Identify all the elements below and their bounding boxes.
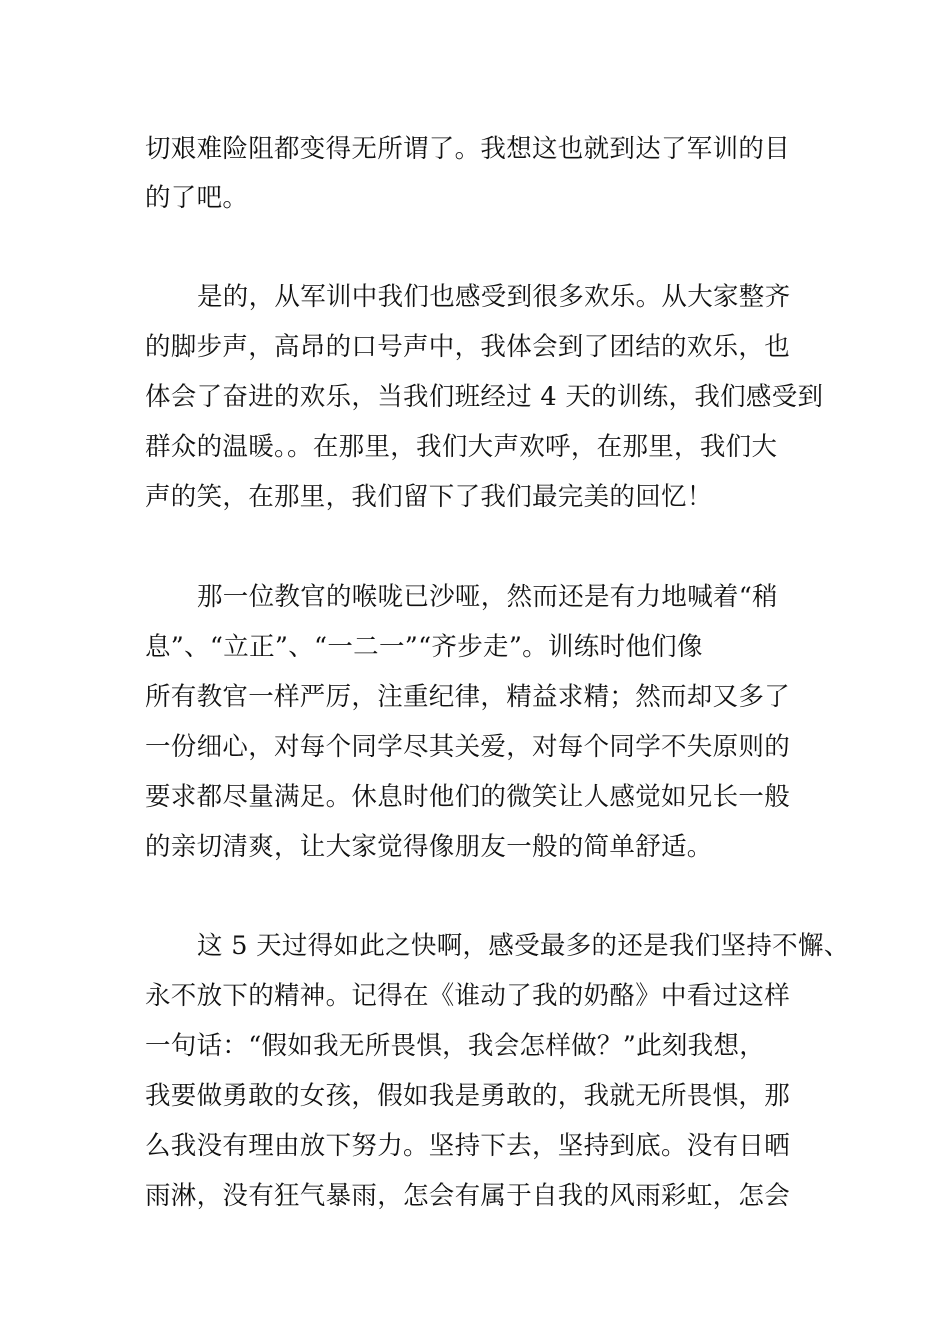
text-line: 所有教官一样严厉，注重纪律，精益求精；然而却又多了 xyxy=(145,682,791,712)
text-line: 体会了奋进的欢乐，当我们班经过 4 天的训练，我们感受到 xyxy=(145,382,824,412)
text-line: 么我没有理由放下努力。坚持下去，坚持到底。没有日晒 xyxy=(145,1131,791,1161)
text-line: 那一位教官的喉咙已沙哑，然而还是有力地喊着“稍 xyxy=(197,582,778,612)
text-line: 永不放下的精神。记得在《谁动了我的奶酪》中看过这样 xyxy=(145,981,791,1011)
text-line: 群众的温暖。。在那里，我们大声欢呼，在那里，我们大 xyxy=(145,432,778,462)
text-line: 我要做勇敢的女孩，假如我是勇敢的，我就无所畏惧，那 xyxy=(145,1081,791,1111)
text-line: 的了吧。 xyxy=(145,183,249,213)
text-line: 一句话：“假如我无所畏惧，我会怎样做？”此刻我想， xyxy=(145,1031,766,1061)
text-line: 切艰难险阻都变得无所谓了。我想这也就到达了军训的目 xyxy=(145,134,791,164)
text-line: 雨淋，没有狂气暴雨，怎会有属于自我的风雨彩虹，怎会 xyxy=(145,1181,791,1211)
text-line: 这 5 天过得如此之快啊，感受最多的还是我们坚持不懈、 xyxy=(197,931,850,961)
text-line: 是的，从军训中我们也感受到很多欢乐。从大家整齐 xyxy=(197,282,791,312)
text-line: 的脚步声，高昂的口号声中，我体会到了团结的欢乐，也 xyxy=(145,332,791,362)
text-line: 声的笑，在那里，我们留下了我们最完美的回忆！ xyxy=(145,482,713,512)
text-line: 息”、“立正”、“一二一”“齐步走”。训练时他们像 xyxy=(145,632,703,662)
text-line: 的亲切清爽，让大家觉得像朋友一般的简单舒适。 xyxy=(145,832,713,862)
text-line: 要求都尽量满足。休息时他们的微笑让人感觉如兄长一般 xyxy=(145,782,791,812)
text-line: 一份细心，对每个同学尽其关爱，对每个同学不失原则的 xyxy=(145,732,791,762)
